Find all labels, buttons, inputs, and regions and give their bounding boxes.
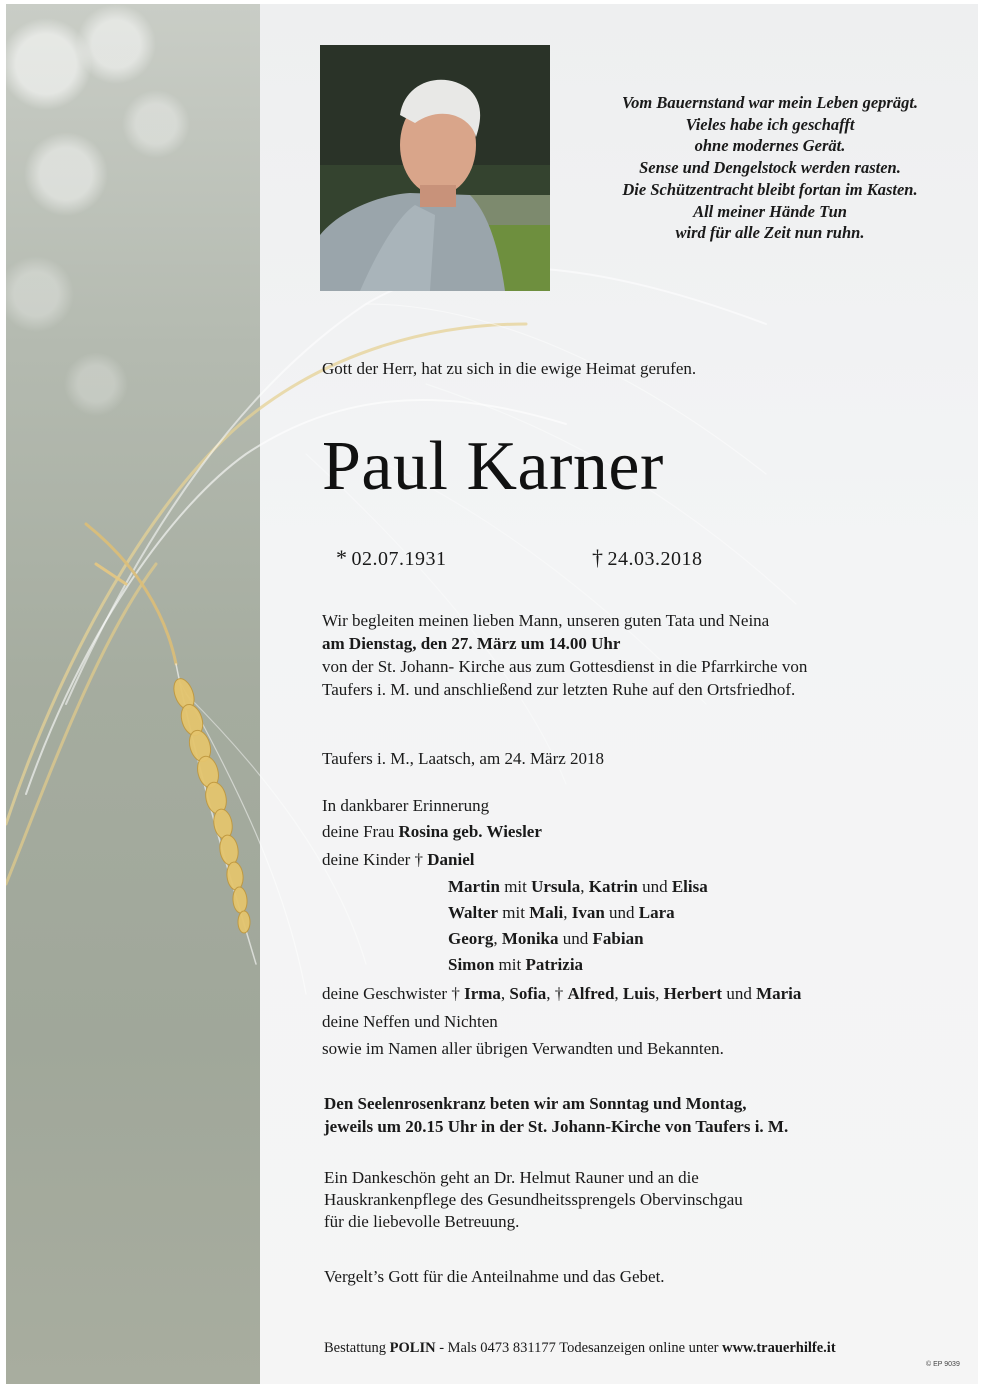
death-date-value: 24.03.2018 [607,548,703,570]
company-name: POLIN [389,1340,436,1356]
memory-line: In dankbarer Erinnerung [322,796,490,815]
siblings-prefix: deine Geschwister † [322,984,465,1003]
child-name: Georg [448,929,494,948]
connector: , [614,984,623,1003]
closing-line: Vergelt’s Gott für die Anteilnahme und das Gebet. [324,1267,665,1286]
relative-name: Ivan [571,903,605,922]
sibling-name: Herbert [663,984,723,1003]
birth-symbol: * [336,545,348,570]
thanks-line: Hauskrankenpflege des Gesundheitssprengels Obervinschgau [324,1190,743,1209]
rosary-line: jeweils um 20.15 Uhr in der St. Johann-Kirche von Taufers i. M. [324,1117,789,1136]
wife-prefix: deine Frau [322,822,399,841]
funeral-line: von der St. Johann- Kirche aus zum Gottesdienst in die Pfarrkirche von [322,657,808,676]
obituary-page [6,4,978,1384]
relative-name: Katrin [588,877,638,896]
connector: , [563,903,572,922]
child-family-line [448,928,644,951]
wife-name: Rosina geb. Wiesler [398,822,542,841]
website-link[interactable]: www.trauerhilfe.it [722,1340,836,1356]
connector: und [558,929,593,948]
portrait-photo [320,45,550,291]
connector: und [604,903,639,922]
siblings-line [322,983,801,1006]
relative-name: Ursula [531,877,581,896]
connector: mit [499,877,532,896]
relative-name: Patrizia [525,955,584,974]
sibling-name: Irma [464,984,501,1003]
connector: , [655,984,664,1003]
funeral-line: Taufers i. M. und anschließend zur letzten Ruhe auf den Ortsfriedhof. [322,680,796,699]
relative-name: Elisa [671,877,708,896]
poem-line: wird für alle Zeit nun ruhn. [675,223,865,243]
wife-line [322,821,542,844]
poem-line: Vieles habe ich geschafft [685,114,855,134]
child-family-line [448,876,708,899]
child-name: Martin [448,877,500,896]
relatives-line: sowie im Namen aller übrigen Verwandten und Bekannten. [322,1039,724,1058]
footer [324,1339,836,1357]
relative-name: Monika [501,929,559,948]
nephews-line: deine Neffen und Nichten [322,1012,498,1031]
poem-line: Die Schützentracht bleibt fortan im Kasten. [622,179,918,199]
child-family-line [448,902,675,925]
poem-line: Vom Bauernstand war mein Leben geprägt. [621,93,919,112]
memorial-poem [580,92,960,244]
rosary-line: Den Seelenrosenkranz beten wir am Sonntag und Montag, [324,1094,747,1113]
relative-name: Mali [529,903,564,922]
child-family-line [448,954,583,977]
poem-line: ohne modernes Gerät. [694,136,846,156]
child-name: Simon [448,955,495,974]
deceased-name: Paul Karner [322,428,664,505]
sibling-name: Alfred [567,984,615,1003]
children-line [322,849,475,872]
connector: und [722,984,757,1003]
sibling-name: Sofia [509,984,547,1003]
child-name: Daniel [427,850,475,869]
birth-date-value: 02.07.1931 [351,548,447,570]
death-date [592,545,703,572]
sibling-name: Luis [622,984,656,1003]
footer-text: - Mals 0473 831177 Todesanzeigen online unter [435,1340,723,1356]
children-prefix: deine Kinder † [322,850,428,869]
thanks-line: Ein Dankeschön geht an Dr. Helmut Rauner und an die [324,1168,699,1187]
sibling-name: Maria [756,984,802,1003]
connector: und [637,877,672,896]
footer-prefix: Bestattung [324,1340,390,1356]
intro-text: Gott der Herr, hat zu sich in die ewige Heimat gerufen. [322,359,697,378]
connector: mit [494,955,526,974]
funeral-line: Wir begleiten meinen lieben Mann, unseren guten Tata und Neina [322,611,770,630]
relative-name: Fabian [592,929,644,948]
place-date: Taufers i. M., Laatsch, am 24. März 2018 [322,749,605,768]
connector: , [500,984,510,1003]
connector: mit [498,903,530,922]
print-code: © EP 9039 [926,1361,960,1368]
birth-date [336,545,447,572]
connector: , † [546,984,568,1003]
decorative-side-panel [6,4,260,1384]
connector: , [580,877,589,896]
poem-line: Sense und Dengelstock werden rasten. [639,158,901,178]
child-name: Walter [448,903,499,922]
funeral-date-time: am Dienstag, den 27. März um 14.00 Uhr [322,634,621,653]
cross-icon: † [592,545,604,570]
relative-name: Lara [638,903,675,922]
thanks-line: für die liebevolle Betreuung. [324,1212,520,1231]
poem-line: All meiner Hände Tun [693,201,847,221]
connector: , [493,929,502,948]
